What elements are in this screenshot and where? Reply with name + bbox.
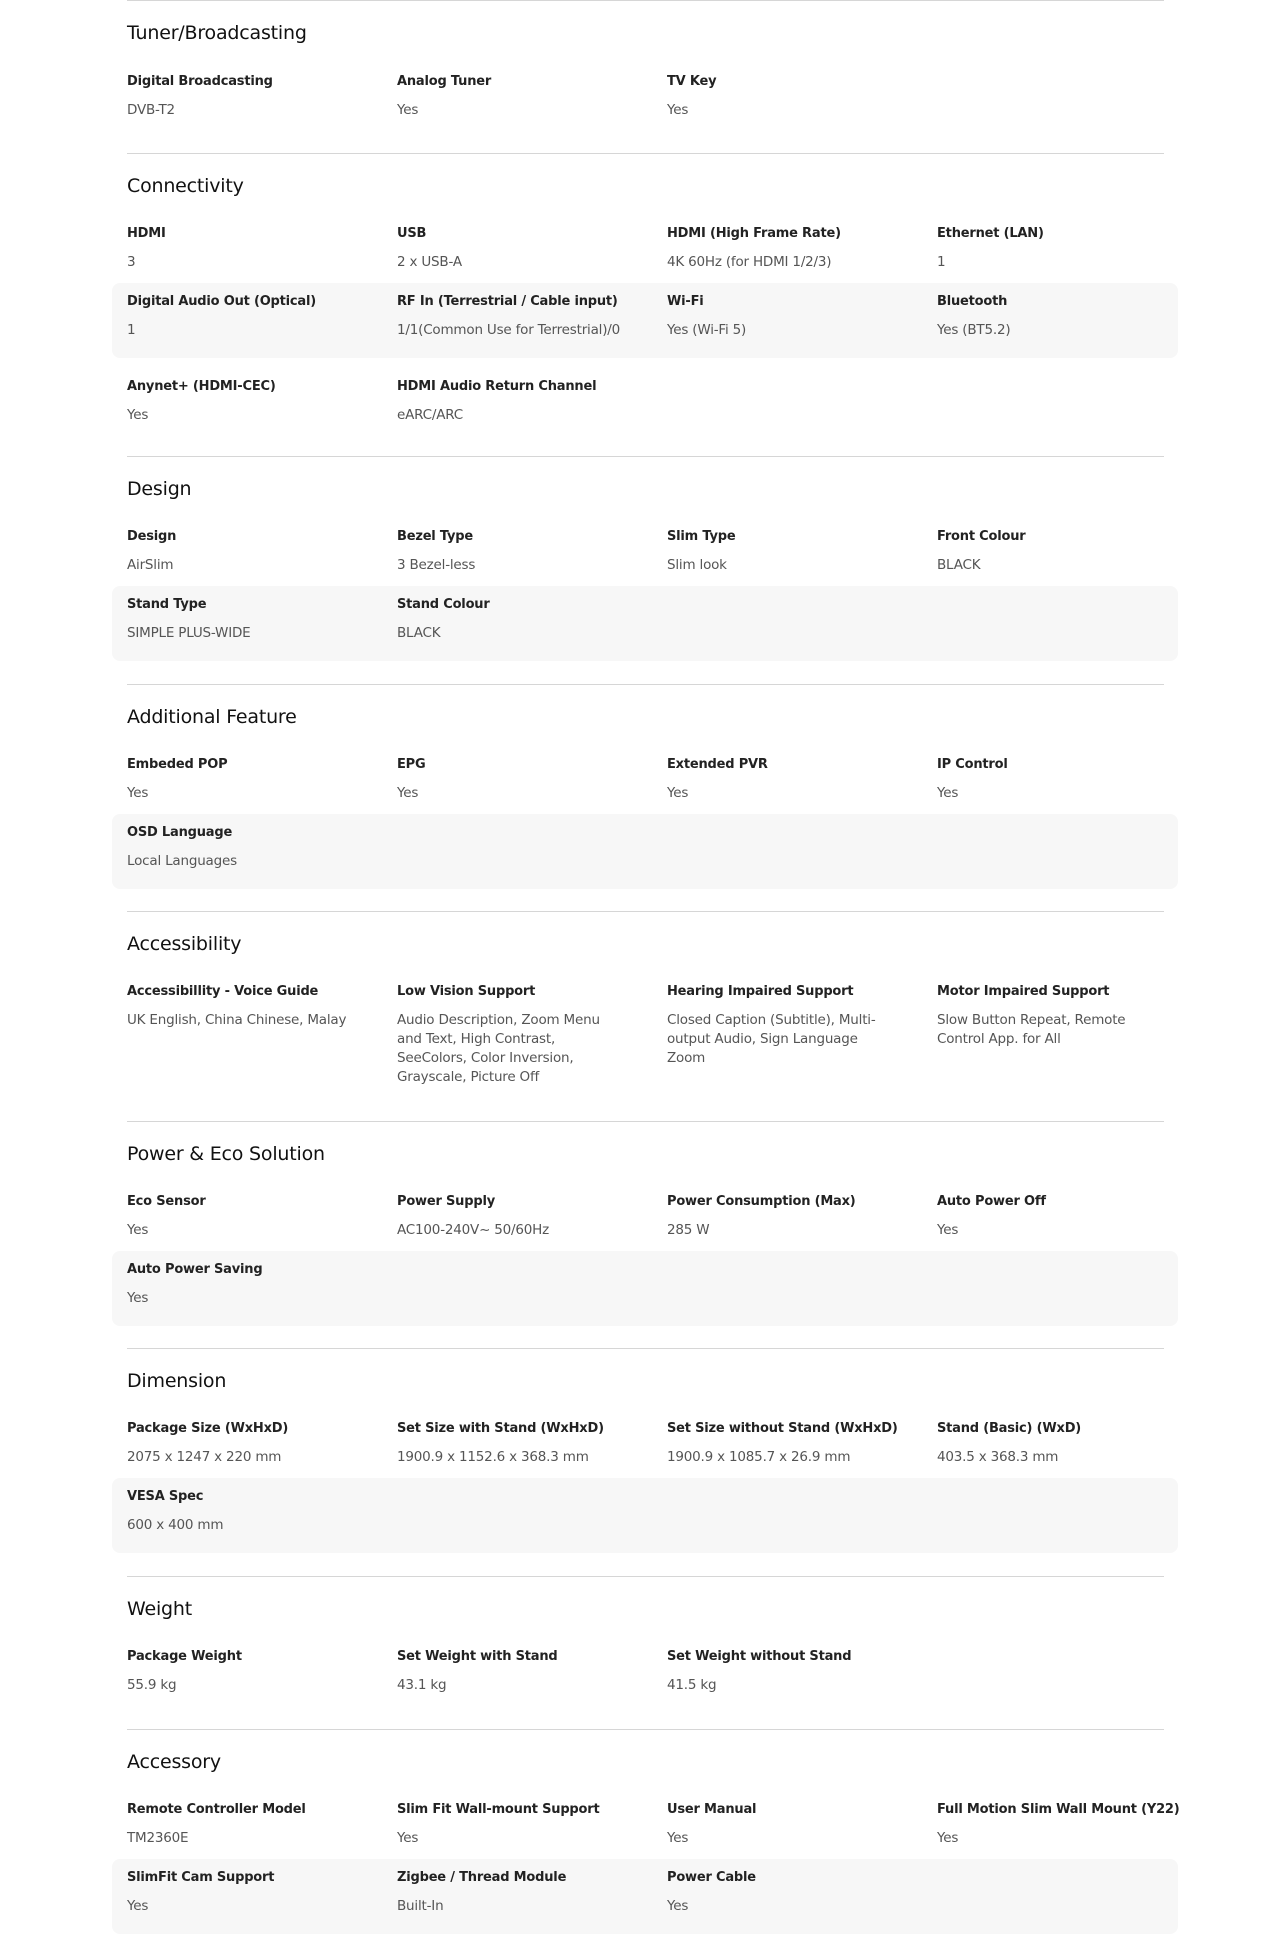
spec-label: Full Motion Slim Wall Mount (Y22) bbox=[937, 1802, 1180, 1817]
spec-value: 1/1(Common Use for Terrestrial)/0 bbox=[397, 322, 621, 338]
spec-value: Yes bbox=[127, 785, 149, 801]
spec-label: Stand (Basic) (WxD) bbox=[937, 1421, 1082, 1436]
spec-label: Remote Controller Model bbox=[127, 1802, 306, 1817]
spec-value: 1900.9 x 1152.6 x 368.3 mm bbox=[397, 1449, 589, 1465]
spec-label: Low Vision Support bbox=[397, 984, 536, 999]
spec-label: HDMI Audio Return Channel bbox=[397, 379, 597, 394]
section-divider bbox=[127, 1348, 1164, 1349]
spec-value: UK English, China Chinese, Malay bbox=[127, 1012, 347, 1028]
spec-row bbox=[112, 368, 1178, 443]
spec-row bbox=[112, 1478, 1178, 1553]
spec-label: Auto Power Saving bbox=[127, 1262, 263, 1277]
spec-label: Package Weight bbox=[127, 1649, 242, 1664]
spec-label: TV Key bbox=[667, 74, 717, 89]
section-title-accessory: Accessory bbox=[127, 1751, 221, 1773]
spec-value: BLACK bbox=[937, 557, 981, 573]
spec-value: 43.1 kg bbox=[397, 1677, 447, 1693]
spec-label: Stand Type bbox=[127, 597, 207, 612]
section-title-tuner: Tuner/Broadcasting bbox=[127, 22, 307, 44]
spec-value: Local Languages bbox=[127, 853, 237, 869]
spec-row bbox=[112, 973, 1178, 1083]
spec-label: Ethernet (LAN) bbox=[937, 226, 1044, 241]
spec-label: Power Supply bbox=[397, 1194, 495, 1209]
spec-label: Eco Sensor bbox=[127, 1194, 206, 1209]
spec-value: Yes bbox=[667, 1898, 689, 1914]
section-title-dimension: Dimension bbox=[127, 1370, 227, 1392]
spec-value: 1 bbox=[937, 254, 946, 270]
spec-label: Zigbee / Thread Module bbox=[397, 1870, 567, 1885]
spec-label: Extended PVR bbox=[667, 757, 768, 772]
spec-label: Wi-Fi bbox=[667, 294, 704, 309]
spec-label: Accessibillity - Voice Guide bbox=[127, 984, 319, 999]
spec-row bbox=[112, 63, 1178, 138]
spec-label: Set Size without Stand (WxHxD) bbox=[667, 1421, 898, 1436]
spec-label: Bluetooth bbox=[937, 294, 1008, 309]
section-divider bbox=[127, 1576, 1164, 1577]
section-divider bbox=[127, 911, 1164, 912]
spec-value: Yes bbox=[127, 407, 149, 423]
spec-value: Built-In bbox=[397, 1898, 444, 1914]
section-divider bbox=[127, 0, 1164, 1]
spec-label: User Manual bbox=[667, 1802, 757, 1817]
spec-label: EPG bbox=[397, 757, 426, 772]
section-divider bbox=[127, 456, 1164, 457]
section-title-accessibility: Accessibility bbox=[127, 933, 242, 955]
section-divider bbox=[127, 684, 1164, 685]
spec-label: Slim Type bbox=[667, 529, 736, 544]
section-divider bbox=[127, 1729, 1164, 1730]
spec-label: Set Weight without Stand bbox=[667, 1649, 852, 1664]
spec-label: HDMI bbox=[127, 226, 166, 241]
spec-value: Yes (BT5.2) bbox=[937, 322, 1011, 338]
spec-row bbox=[112, 215, 1178, 290]
spec-label: Power Cable bbox=[667, 1870, 756, 1885]
spec-label: Power Consumption (Max) bbox=[667, 1194, 856, 1209]
spec-value: Slim look bbox=[667, 557, 727, 573]
spec-value: AC100-240V~ 50/60Hz bbox=[397, 1222, 550, 1238]
spec-label: Embeded POP bbox=[127, 757, 228, 772]
spec-row bbox=[112, 1251, 1178, 1326]
spec-label: IP Control bbox=[937, 757, 1008, 772]
spec-label: Hearing Impaired Support bbox=[667, 984, 854, 999]
spec-row bbox=[112, 1791, 1178, 1866]
spec-label: VESA Spec bbox=[127, 1489, 204, 1504]
spec-row bbox=[112, 518, 1178, 593]
section-title-additional-feature: Additional Feature bbox=[127, 706, 297, 728]
spec-value: Yes bbox=[397, 785, 419, 801]
spec-label: Set Weight with Stand bbox=[397, 1649, 558, 1664]
spec-value: 1 bbox=[127, 322, 136, 338]
spec-label: OSD Language bbox=[127, 825, 233, 840]
spec-value: Yes bbox=[667, 102, 689, 118]
spec-label: Set Size with Stand (WxHxD) bbox=[397, 1421, 604, 1436]
spec-row bbox=[112, 1859, 1178, 1934]
spec-label: USB bbox=[397, 226, 427, 241]
section-divider bbox=[127, 153, 1164, 154]
spec-value: 2 x USB-A bbox=[397, 254, 462, 270]
spec-value: Yes bbox=[397, 1830, 419, 1846]
spec-row bbox=[112, 1183, 1178, 1258]
spec-row bbox=[112, 586, 1178, 661]
spec-value: Closed Caption (Subtitle), Multi-output Audio, Sign Language Zoom bbox=[667, 1012, 876, 1066]
spec-row bbox=[112, 1410, 1178, 1485]
spec-value: Yes bbox=[937, 1222, 959, 1238]
spec-value: Yes bbox=[937, 785, 959, 801]
spec-value: 285 W bbox=[667, 1222, 710, 1238]
spec-label: Digital Broadcasting bbox=[127, 74, 273, 89]
spec-label: Analog Tuner bbox=[397, 74, 492, 89]
spec-value: 600 x 400 mm bbox=[127, 1517, 224, 1533]
spec-value: 41.5 kg bbox=[667, 1677, 717, 1693]
spec-value: 3 Bezel-less bbox=[397, 557, 476, 573]
spec-value: 1900.9 x 1085.7 x 26.9 mm bbox=[667, 1449, 851, 1465]
spec-value: Slow Button Repeat, Remote Control App. for All bbox=[937, 1012, 1126, 1047]
section-title-power-eco: Power & Eco Solution bbox=[127, 1143, 325, 1165]
spec-value: TM2360E bbox=[127, 1830, 189, 1846]
section-title-connectivity: Connectivity bbox=[127, 175, 244, 197]
spec-value: Yes bbox=[667, 1830, 689, 1846]
spec-label: Anynet+ (HDMI-CEC) bbox=[127, 379, 276, 394]
spec-value: Yes (Wi-Fi 5) bbox=[667, 322, 747, 338]
spec-value: eARC/ARC bbox=[397, 407, 463, 423]
spec-row bbox=[112, 746, 1178, 821]
spec-row bbox=[112, 283, 1178, 358]
spec-label: Front Colour bbox=[937, 529, 1026, 544]
spec-label: Slim Fit Wall-mount Support bbox=[397, 1802, 600, 1817]
spec-label: Digital Audio Out (Optical) bbox=[127, 294, 317, 309]
spec-label: Design bbox=[127, 529, 177, 544]
spec-value: AirSlim bbox=[127, 557, 174, 573]
spec-label: Bezel Type bbox=[397, 529, 474, 544]
spec-value: BLACK bbox=[397, 625, 441, 641]
section-divider bbox=[127, 1121, 1164, 1122]
spec-value: 403.5 x 368.3 mm bbox=[937, 1449, 1059, 1465]
spec-value: Yes bbox=[127, 1290, 149, 1306]
spec-label: RF In (Terrestrial / Cable input) bbox=[397, 294, 618, 309]
spec-value: 3 bbox=[127, 254, 136, 270]
spec-value: SIMPLE PLUS-WIDE bbox=[127, 625, 251, 641]
spec-value: 4K 60Hz (for HDMI 1/2/3) bbox=[667, 254, 832, 270]
section-title-weight: Weight bbox=[127, 1598, 192, 1620]
section-title-design: Design bbox=[127, 478, 192, 500]
spec-label: HDMI (High Frame Rate) bbox=[667, 226, 841, 241]
spec-row bbox=[112, 814, 1178, 889]
spec-label: Motor Impaired Support bbox=[937, 984, 1110, 999]
spec-value: DVB-T2 bbox=[127, 102, 175, 118]
spec-value: Yes bbox=[127, 1898, 149, 1914]
spec-value: Yes bbox=[667, 785, 689, 801]
spec-row bbox=[112, 1638, 1178, 1713]
spec-value: Audio Description, Zoom Menu and Text, High Contrast, SeeColors, Color Inversion, Grayscale, Picture Off bbox=[397, 1012, 600, 1085]
spec-label: Stand Colour bbox=[397, 597, 490, 612]
spec-value: 55.9 kg bbox=[127, 1677, 177, 1693]
spec-value: Yes bbox=[397, 102, 419, 118]
spec-label: Auto Power Off bbox=[937, 1194, 1046, 1209]
spec-label: Package Size (WxHxD) bbox=[127, 1421, 289, 1436]
spec-label: SlimFit Cam Support bbox=[127, 1870, 275, 1885]
spec-value: Yes bbox=[127, 1222, 149, 1238]
spec-value: Yes bbox=[937, 1830, 959, 1846]
spec-value: 2075 x 1247 x 220 mm bbox=[127, 1449, 282, 1465]
